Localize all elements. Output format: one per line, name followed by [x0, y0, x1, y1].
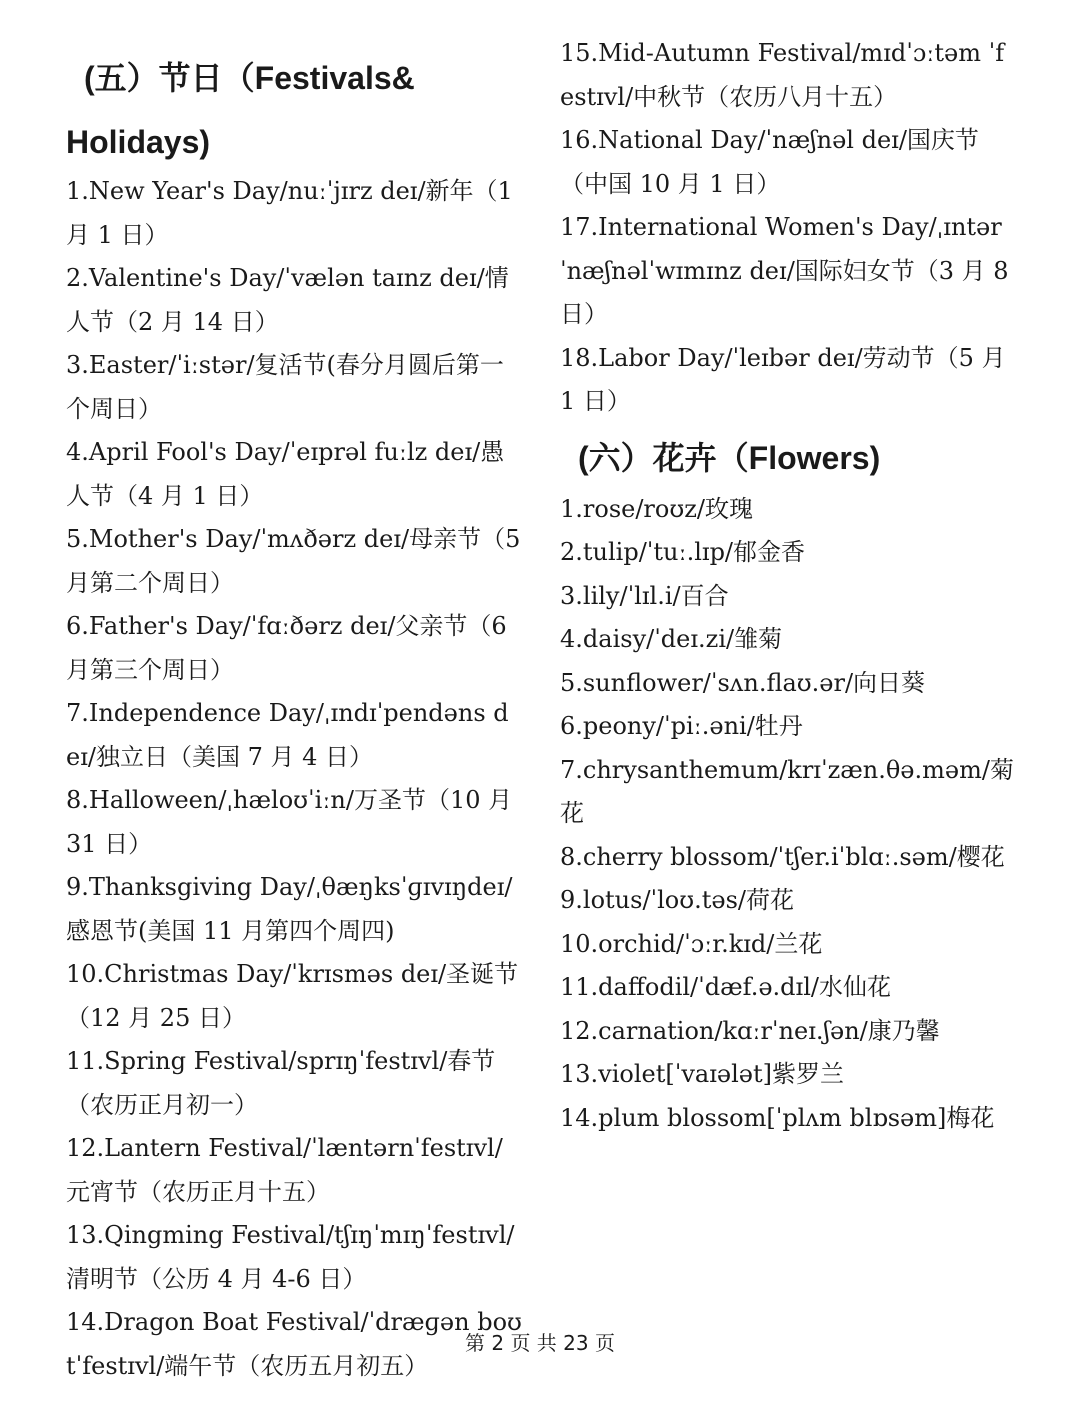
list-item: 18.Labor Day/ˈleɪbər deɪ/劳动节（5 月 1 日） — [560, 343, 1006, 415]
list-item: 16.National Day/ˈnæʃnəl deɪ/国庆节（中国 10 月 1 日） — [560, 126, 979, 198]
list-item: 3.lily/ˈlɪl.i/百合 — [560, 581, 729, 610]
page-number: 第 2 页 共 23 页 — [465, 1331, 615, 1355]
list-item: 8.Halloween/ˌhæloʊˈiːn/万圣节（10 月 31 日） — [66, 786, 513, 858]
list-item: 8.cherry blossom/ˈtʃer.iˈblɑː.səm/樱花 — [560, 842, 1005, 871]
list-item: 12.Lantern Festival/ˈlæntərnˈfestɪvl/元宵节（农历正月十五） — [66, 1134, 503, 1206]
list-item: 14.plum blossom[ˈplʌm blɒsəm]梅花 — [560, 1103, 995, 1132]
heading-line-2: Holidays) — [66, 124, 211, 160]
list-item: 11.daffodil/ˈdæf.ə.dɪl/水仙花 — [560, 973, 891, 1001]
heading-line-1: (五）节日（Festivals& — [84, 60, 415, 96]
left-column — [66, 46, 522, 1388]
list-item: 5.sunflower/ˈsʌn.flaʊ.ər/向日葵 — [560, 668, 926, 697]
list-item: 13.Qingming Festival/tʃɪŋˈmɪŋˈfestɪvl/清明节（公历 4 月 4-6 日） — [66, 1221, 515, 1293]
list-item: 12.carnation/kɑːrˈneɪ.ʃən/康乃馨 — [560, 1016, 940, 1045]
festival-list-right — [560, 32, 1016, 424]
festival-list-left — [66, 170, 522, 1388]
list-item: 3.Easter/ˈiːstər/复活节(春分月圆后第一个周日） — [66, 351, 504, 423]
list-item: 2.tulip/ˈtuː.lɪp/郁金香 — [560, 538, 806, 566]
section-heading-festivals — [66, 46, 522, 174]
section-heading-flowers: (六）花卉（Flowers) — [578, 439, 881, 476]
flower-list — [560, 488, 1016, 1141]
list-item: 10.orchid/ˈɔːr.kɪd/兰花 — [560, 929, 823, 958]
list-item: 7.Independence Day/ˌɪndɪˈpendəns deɪ/独立日（美国 7 月 4 日） — [66, 699, 509, 771]
list-item: 9.Thanksgiving Day/ˌθæŋksˈɡɪvɪŋdeɪ/感恩节(美国 11 月第四个周四) — [66, 873, 513, 945]
list-item: 10.Christmas Day/ˈkrɪsməs deɪ/圣诞节（12 月 25 日） — [66, 960, 519, 1032]
right-column — [560, 39, 1016, 1140]
list-item: 4.April Fool's Day/ˈeɪprəl fuːlz deɪ/愚人节（4 月 1 日） — [66, 438, 505, 510]
list-item: 15.Mid-Autumn Festival/mɪdˈɔːtəm ˈfestɪvl/中秋节（农历八月十五） — [560, 39, 1005, 111]
list-item: 14.Dragon Boat Festival/ˈdræɡən boʊtˈfestɪvl/端午节（农历五月初五） — [66, 1308, 522, 1380]
list-item: 7.chrysanthemum/krɪˈzæn.θə.məm/菊花 — [560, 755, 1014, 827]
list-item: 6.peony/ˈpiː.əni/牡丹 — [560, 712, 803, 740]
list-item: 11.Spring Festival/sprɪŋˈfestɪvl/春节（农历正月初一） — [66, 1047, 496, 1119]
list-item: 1.New Year's Day/nuːˈjɪrz deɪ/新年（1 月 1 日） — [66, 177, 513, 249]
list-item: 2.Valentine's Day/ˈvælən taɪnz deɪ/情人节（2 月 14 日） — [66, 264, 509, 336]
list-item: 5.Mother's Day/ˈmʌðərz deɪ/母亲节（5 月第二个周日） — [66, 525, 521, 597]
list-item: 13.violet[ˈvaɪələt]紫罗兰 — [560, 1060, 844, 1088]
list-item: 1.rose/roʊz/玫瑰 — [560, 494, 753, 523]
list-item: 6.Father's Day/ˈfɑːðərz deɪ/父亲节（6 月第三个周日） — [66, 612, 507, 684]
list-item: 17.International Women's Day/ˌɪntərˈnæʃnəlˈwɪmɪnz deɪ/国际妇女节（3 月 8 日） — [560, 213, 1009, 328]
list-item: 4.daisy/ˈdeɪ.zi/雏菊 — [560, 625, 783, 653]
list-item: 9.lotus/ˈloʊ.təs/荷花 — [560, 886, 795, 914]
